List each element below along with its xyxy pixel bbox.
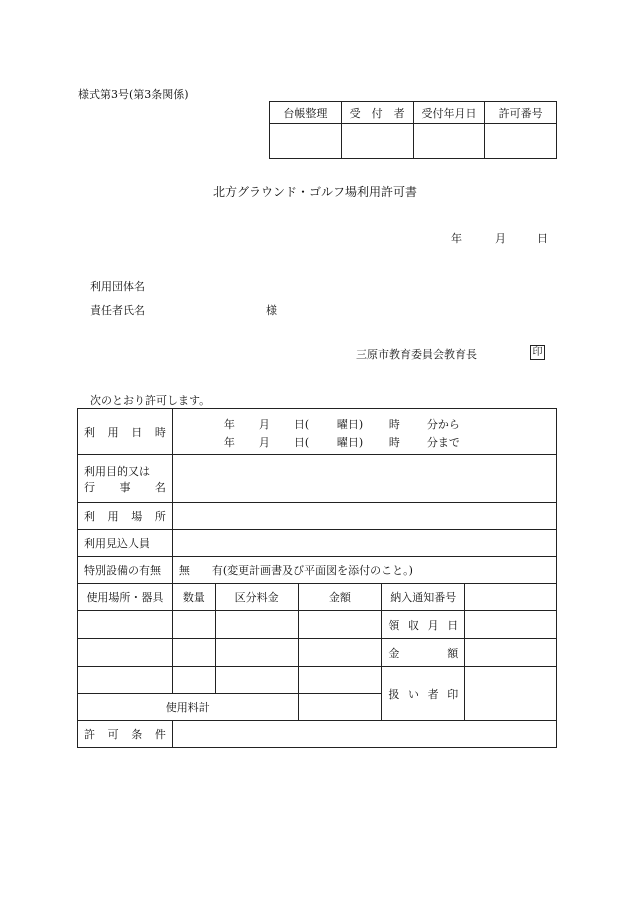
place-label (78, 503, 173, 530)
use-datetime-cell (172, 409, 556, 455)
equip-cell (78, 611, 173, 639)
dt-weekday: 曜日) (336, 435, 364, 449)
day-unit: 日 (537, 232, 548, 245)
label-char: 件 (154, 728, 166, 741)
year-unit: 年 (451, 232, 462, 245)
label-char: 金 (388, 646, 400, 660)
notice-number-value (465, 584, 557, 611)
handler-seal-label (382, 667, 465, 721)
equip-cell (172, 639, 215, 667)
label-char: 条 (131, 728, 143, 741)
seal-mark (530, 345, 545, 360)
label-char: 日 (447, 618, 459, 632)
org-name-label: 利用団体名 (90, 280, 145, 293)
attendance-value (172, 530, 556, 557)
office-header-receiver: 受 付 者 (341, 102, 413, 124)
label-char: 利 (84, 510, 95, 523)
dt-day: 日( (293, 417, 310, 431)
equip-cell (78, 667, 173, 694)
equip-cell (78, 639, 173, 667)
purpose-label (78, 455, 173, 503)
equip-cell (215, 611, 298, 639)
amount-value (465, 639, 557, 667)
total-fee-value (298, 694, 382, 721)
office-use-table (269, 101, 557, 159)
special-equipment-label: 特別設備の有無 (78, 557, 173, 584)
label-char: 名 (154, 480, 166, 494)
dt-month: 月 (258, 417, 270, 431)
dt-minute-to: 分まで (426, 435, 460, 449)
label-char: 用 (107, 425, 119, 439)
equip-cell (298, 639, 382, 667)
label-char: 月 (427, 618, 439, 632)
purpose-label-line2 (78, 479, 172, 495)
equip-header-place: 使用場所・器具 (78, 584, 173, 611)
conditions-value (172, 721, 556, 748)
document-title: 北方グラウンド・ゴルフ場利用許可書 (212, 185, 417, 199)
label-char: 印 (447, 687, 459, 701)
office-cell-receiver (341, 124, 413, 159)
label-char: 所 (154, 510, 166, 523)
label-char: 者 (427, 687, 439, 701)
label-char: 時 (154, 425, 166, 439)
dt-weekday: 曜日) (336, 417, 364, 431)
attendance-label: 利用見込人員 (78, 530, 173, 557)
label-char: 事 (119, 480, 131, 494)
label-char: い (407, 687, 419, 701)
amount-label (382, 639, 465, 667)
total-fee-label: 使用料計 (78, 694, 299, 721)
honorific: 様 (266, 304, 277, 317)
label-char: 収 (407, 618, 419, 632)
seal-box: 印 (530, 345, 545, 360)
form-number: 様式第3号(第3条関係) (78, 88, 189, 101)
dt-hour: 時 (388, 435, 400, 449)
equip-cell (215, 667, 298, 694)
dt-day: 日( (293, 435, 310, 449)
receipt-date-value (465, 611, 557, 639)
dt-hour: 時 (388, 417, 400, 431)
conditions-label (78, 721, 173, 748)
equip-cell (172, 611, 215, 639)
dt-month: 月 (258, 435, 270, 449)
equip-header-rate: 区分料金 (215, 584, 298, 611)
label-char: 額 (447, 646, 459, 660)
equip-cell (215, 639, 298, 667)
place-value (172, 503, 556, 530)
issue-date (451, 230, 548, 246)
purpose-value (172, 455, 556, 503)
intro-text: 次のとおり許可します。 (90, 394, 211, 407)
dt-year: 年 (223, 435, 235, 449)
office-cell-ledger (270, 124, 342, 159)
issuer-name: 三原市教育委員会教育長 (356, 348, 477, 361)
special-equipment-value: 無 有(変更計画書及び平面図を添付のこと。) (172, 557, 556, 584)
notice-number-label: 納入通知番号 (382, 584, 465, 611)
label-char: 扱 (388, 687, 400, 701)
label-char: 日 (131, 425, 143, 439)
label-char: 領 (388, 618, 400, 632)
purpose-label-line1: 利用目的又は (84, 464, 150, 478)
label-char: 用 (107, 510, 119, 523)
office-header-ledger: 台帳整理 (270, 102, 342, 124)
equip-cell (298, 667, 382, 694)
label-char: 可 (107, 728, 119, 741)
label-char: 行 (84, 480, 95, 494)
label-char: 許 (84, 728, 95, 741)
month-unit: 月 (495, 232, 506, 245)
equip-header-quantity: 数量 (172, 584, 215, 611)
dt-year: 年 (223, 417, 235, 431)
use-datetime-label (78, 409, 173, 455)
equip-cell (298, 611, 382, 639)
office-header-permit-number: 許可番号 (485, 102, 557, 124)
receipt-date-label (382, 611, 465, 639)
label-char: 利 (84, 425, 95, 439)
office-header-received-date: 受付年月日 (413, 102, 485, 124)
main-table (77, 408, 557, 748)
equip-header-amount: 金額 (298, 584, 382, 611)
office-cell-permit-number (485, 124, 557, 159)
handler-seal-value (465, 667, 557, 721)
dt-minute-from: 分から (426, 417, 460, 431)
equip-cell (172, 667, 215, 694)
person-name-label: 責任者氏名 (90, 304, 145, 317)
office-cell-received-date (413, 124, 485, 159)
label-char: 場 (131, 510, 143, 523)
